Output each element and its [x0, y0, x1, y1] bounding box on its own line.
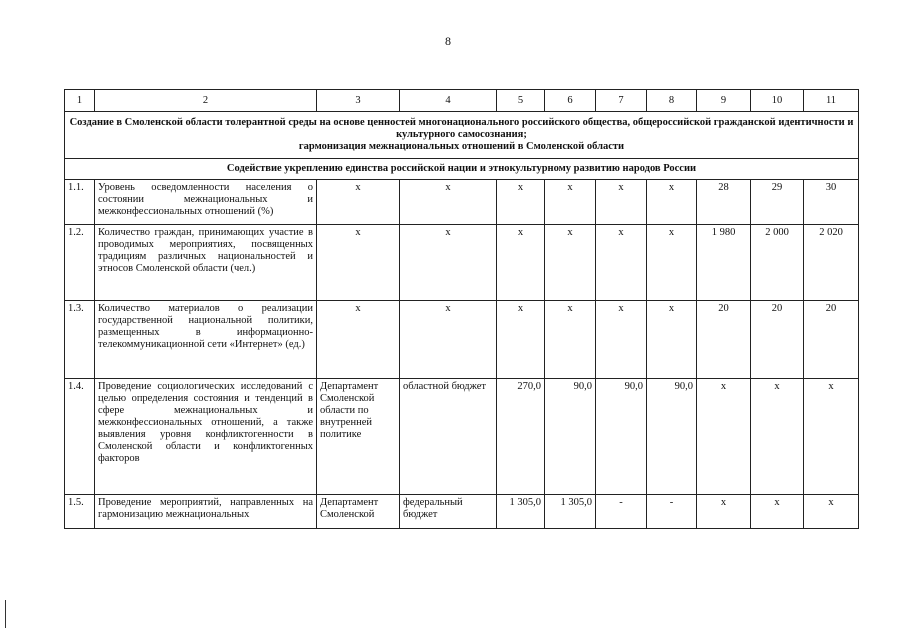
cell-col8: 90,0 [647, 379, 697, 495]
cell-col9: 28 [697, 180, 751, 225]
cell-col11: x [804, 495, 859, 529]
header-cell: 11 [804, 90, 859, 112]
cell-col9: x [697, 379, 751, 495]
cell-col4: федеральный бюджет [400, 495, 497, 529]
header-cell: 6 [545, 90, 596, 112]
program-table [64, 89, 859, 529]
table-row [65, 225, 859, 301]
cell-col5: 270,0 [497, 379, 545, 495]
cell-col11: 30 [804, 180, 859, 225]
row-description: Уровень осведомленности населения о состоянии межнациональных и межконфессиональных отношений (%) [95, 180, 317, 225]
row-number: 1.5. [65, 495, 95, 529]
cell-col8: x [647, 301, 697, 379]
header-cell: 10 [751, 90, 804, 112]
cell-col7: x [596, 301, 647, 379]
row-description: Проведение мероприятий, направленных на гармонизацию межнациональных [95, 495, 317, 529]
section-title-line1: Создание в Смоленской области толерантной среды на основе ценностей многонационального российского общества, общероссийской гражданской идентичности и культурного самосознания; [69, 117, 854, 140]
cell-col7: x [596, 180, 647, 225]
cell-col6: 1 305,0 [545, 495, 596, 529]
row-description: Количество граждан, принимающих участие в проводимых мероприятиях, посвященных традициям различных национальностей и этносов Смоленской области (чел.) [95, 225, 317, 301]
scan-margin-mark [5, 600, 6, 628]
cell-col7: x [596, 225, 647, 301]
cell-col3: Департамент Смоленской [317, 495, 400, 529]
row-description: Количество материалов о реализации государственной национальной политики, размещенных в информационно-телекоммуникационной сети «Интернет» (ед.) [95, 301, 317, 379]
cell-col10: x [751, 495, 804, 529]
cell-col3: x [317, 225, 400, 301]
cell-col6: x [545, 301, 596, 379]
header-cell: 1 [65, 90, 95, 112]
table-row [65, 379, 859, 495]
cell-col10: 2 000 [751, 225, 804, 301]
header-cell: 5 [497, 90, 545, 112]
cell-col3: x [317, 180, 400, 225]
cell-col9: 1 980 [697, 225, 751, 301]
cell-col3: Департамент Смоленской области по внутренней политике [317, 379, 400, 495]
cell-col4: x [400, 180, 497, 225]
cell-col10: x [751, 379, 804, 495]
section-row [65, 112, 859, 159]
section-title-line2: гармонизация межнациональных отношений в Смоленской области [298, 141, 625, 152]
section-title [65, 112, 859, 159]
cell-col3: x [317, 301, 400, 379]
cell-col5: x [497, 301, 545, 379]
cell-col9: x [697, 495, 751, 529]
cell-col11: 2 020 [804, 225, 859, 301]
cell-col5: x [497, 225, 545, 301]
cell-col5: x [497, 180, 545, 225]
cell-col6: x [545, 225, 596, 301]
header-cell: 9 [697, 90, 751, 112]
table-row [65, 180, 859, 225]
cell-col11: x [804, 379, 859, 495]
cell-col5: 1 305,0 [497, 495, 545, 529]
page-number: 8 [445, 34, 451, 48]
cell-col6: x [545, 180, 596, 225]
header-cell: 8 [647, 90, 697, 112]
row-description: Проведение социологических исследований с целью определения состояния и тенденций в сфере межнациональных и межконфессиональных отношений, а также выявления уровня конфликтогенности в Смоленской области и конфликтогенных факторов [95, 379, 317, 495]
cell-col6: 90,0 [545, 379, 596, 495]
cell-col7: 90,0 [596, 379, 647, 495]
cell-col8: - [647, 495, 697, 529]
subsection-row [65, 159, 859, 180]
cell-col4: областной бюджет [400, 379, 497, 495]
cell-col10: 29 [751, 180, 804, 225]
cell-col8: x [647, 180, 697, 225]
cell-col7: - [596, 495, 647, 529]
header-cell: 4 [400, 90, 497, 112]
subsection-title: Содействие укреплению единства российской нации и этнокультурному развитию народов России [65, 159, 859, 180]
header-cell: 2 [95, 90, 317, 112]
header-row [65, 90, 859, 112]
row-number: 1.2. [65, 225, 95, 301]
cell-col4: x [400, 301, 497, 379]
header-cell: 3 [317, 90, 400, 112]
row-number: 1.1. [65, 180, 95, 225]
row-number: 1.4. [65, 379, 95, 495]
table-row [65, 301, 859, 379]
cell-col9: 20 [697, 301, 751, 379]
cell-col4: x [400, 225, 497, 301]
cell-col8: x [647, 225, 697, 301]
cell-col10: 20 [751, 301, 804, 379]
header-cell: 7 [596, 90, 647, 112]
cell-col11: 20 [804, 301, 859, 379]
table-row [65, 495, 859, 529]
row-number: 1.3. [65, 301, 95, 379]
